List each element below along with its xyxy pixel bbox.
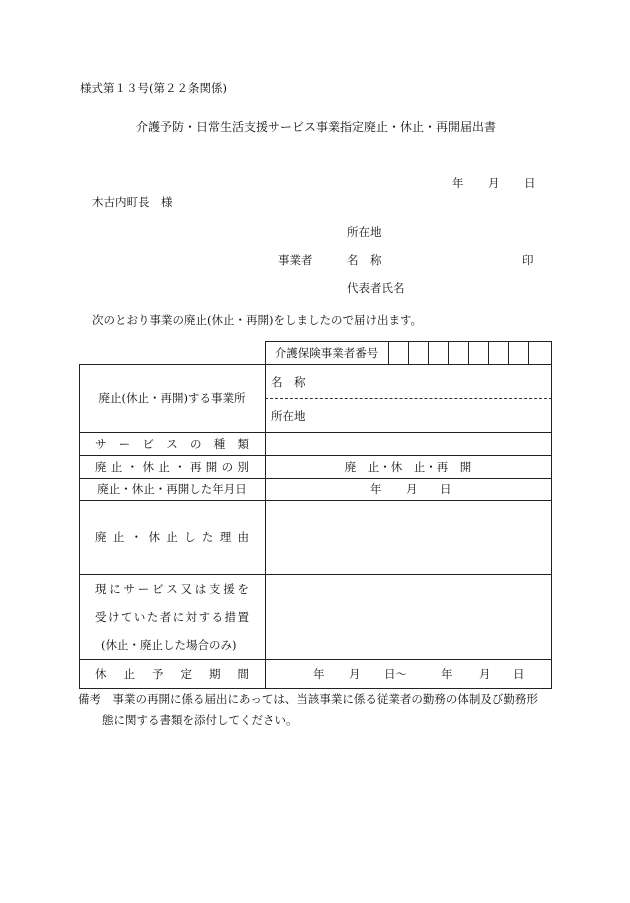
period-to-year: 年 [441,667,453,681]
intro-text: 次のとおり事業の廃止(休止・再開)をしましたので届け出ます。 [92,313,423,327]
date-day: 日 [524,176,536,190]
period-to-month: 月 [479,667,491,681]
period-label: 休 止 予 定 期 間 [95,666,249,681]
date-field-year: 年 [370,482,382,496]
applicant-representative-label: 代表者氏名 [347,281,405,295]
office-name-label: 名 称 [271,375,306,389]
applicant-name-label: 名 称 [347,253,382,267]
period-from-day: 日～ [384,667,407,681]
office-location-label: 所在地 [271,409,306,423]
form-title: 介護予防・日常生活支援サービス事業指定廃止・休止・再開届出書 [136,120,497,134]
category-label: 廃 止 ・ 休 止 ・ 再 開 の 別 [95,459,249,474]
measures-field[interactable] [266,575,551,659]
measures-label-line2: 受 け て い た 者 に 対 す る 措 置 [95,610,249,624]
office-label: 廃止(休止・再開)する事業所 [98,391,246,405]
form-number: 様式第１３号(第２２条関係) [80,81,227,95]
measures-label-line1: 現 に サ ー ビ ス 又 は 支 援 を [95,582,249,596]
service-type-field[interactable] [266,433,551,455]
office-name-field[interactable] [319,364,551,398]
applicant-location-label: 所在地 [347,225,382,239]
period-from-month: 月 [349,667,361,681]
applicant-label: 事業者 [278,253,313,267]
addressee: 木古内町長 様 [92,195,173,209]
measures-label-line3: (休止・廃止した場合のみ) [101,638,237,652]
office-location-field[interactable] [319,398,551,432]
date-label: 廃止・休止・再開した年月日 [97,482,247,496]
date-field-day: 日 [440,482,452,496]
notification-table [79,341,552,688]
period-to-day: 日 [513,667,525,681]
date-field-month: 月 [406,482,418,496]
notes-line2: 態に関する書類を添付してください。 [102,713,298,727]
service-type-label: サ ー ビ ス の 種 類 [95,436,249,451]
date-month: 月 [488,176,500,190]
insurer-number-label: 介護保険事業者番号 [274,345,379,360]
reason-label: 廃 止 ・ 休 止 し た 理 由 [95,530,249,544]
date-year: 年 [452,176,464,190]
category-options[interactable]: 廃 止・休 止・再 開 [344,459,472,474]
period-from-year: 年 [313,667,325,681]
notes-line1: 備考 事業の再開に係る届出にあっては、当該事業に係る従業者の勤務の体制及び勤務形 [78,692,538,706]
insurer-number-boxes[interactable] [388,341,551,364]
reason-field[interactable] [266,501,551,574]
seal-mark: 印 [522,253,534,267]
